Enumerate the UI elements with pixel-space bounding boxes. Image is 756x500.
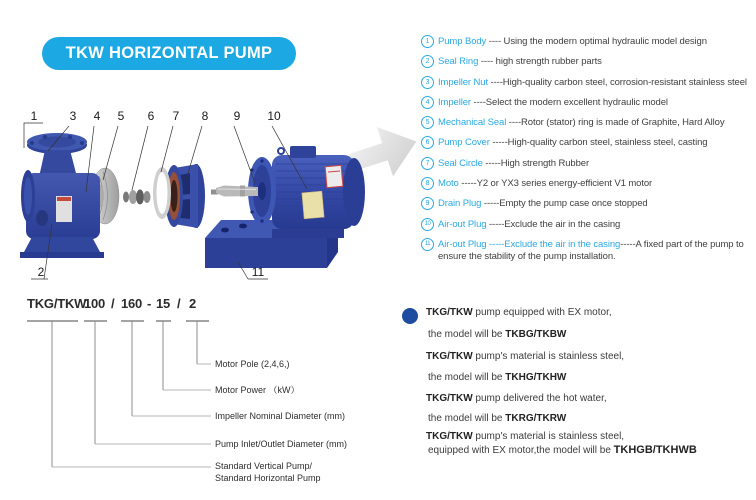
parts-list-item: 3 Impeller Nut ----High-quality carbon steel, corrosion-resistant stainless steel bbox=[421, 77, 755, 97]
pump-exploded-diagram bbox=[5, 88, 440, 300]
parts-list-item: 7 Seal Circle -----High strength Rubber bbox=[421, 158, 755, 178]
variant-line: the model will be TKBG/TKBW bbox=[428, 329, 567, 340]
callout-9: 9 bbox=[233, 109, 241, 123]
code-segment-inlet: 100 bbox=[84, 296, 106, 311]
callout-3: 3 bbox=[69, 109, 77, 123]
code-separator: - bbox=[147, 296, 152, 311]
page-title: TKW HORIZONTAL PUMP bbox=[65, 44, 273, 62]
circled-number: 3 bbox=[421, 76, 434, 89]
motor-shaft bbox=[211, 186, 258, 197]
parts-list bbox=[421, 36, 755, 263]
code-separator: / bbox=[177, 296, 181, 311]
label-standard-pump: Standard Vertical Pump/ Standard Horizontal Pump bbox=[215, 461, 321, 483]
circled-number: 7 bbox=[421, 157, 434, 170]
mechanical-seal-parts bbox=[123, 190, 151, 205]
circled-number: 1 bbox=[421, 35, 434, 48]
label-motor-pole: Motor Pole (2,4,6,) bbox=[215, 359, 290, 369]
label-motor-power: Motor Power （kW） bbox=[215, 385, 300, 395]
parts-list-item: 4 Impeller ----Select the modern excellent hydraulic model bbox=[421, 97, 755, 117]
callout-11: 11 bbox=[251, 265, 265, 279]
circled-number: 6 bbox=[421, 136, 434, 149]
parts-list-item: 2 Seal Ring ---- high strength rubber parts bbox=[421, 56, 755, 76]
code-segment-pole: 2 bbox=[189, 296, 197, 311]
callout-4: 4 bbox=[93, 109, 101, 123]
circled-number: 10 bbox=[421, 218, 434, 231]
bullet-dot-icon bbox=[402, 308, 418, 324]
code-segment-power: 15 bbox=[156, 296, 171, 311]
parts-list-item: 5 Mechanical Seal ----Rotor (stator) ring is made of Graphite, Hard Alloy bbox=[421, 117, 755, 137]
label-inlet-outlet: Pump Inlet/Outlet Diameter (mm) bbox=[215, 439, 348, 449]
variant-line: TKG/TKW pump equipped with EX motor, bbox=[426, 307, 612, 318]
variant-line: TKG/TKW pump delivered the hot water, bbox=[426, 393, 607, 404]
parts-list-item: 8 Moto -----Y2 or YX3 series energy-efficient V1 motor bbox=[421, 178, 755, 198]
pump-body bbox=[20, 133, 104, 258]
variant-line: the model will be TKHG/TKHW bbox=[428, 372, 567, 383]
code-segment-series: TKG/TKW bbox=[27, 296, 87, 311]
callout-6: 6 bbox=[147, 109, 155, 123]
title-banner bbox=[42, 37, 296, 70]
callout-7: 7 bbox=[172, 109, 180, 123]
pump-cover bbox=[165, 164, 205, 228]
seal-circle-oring bbox=[153, 167, 171, 219]
parts-list-item: 1 Pump Body ---- Using the modern optimal hydraulic model design bbox=[421, 36, 755, 56]
variant-line: equipped with EX motor,the model will be TKHGB/TKHWB bbox=[428, 444, 697, 456]
callout-10: 10 bbox=[267, 109, 281, 123]
variant-line: TKG/TKW pump's material is stainless steel, bbox=[426, 351, 625, 362]
callout-8: 8 bbox=[201, 109, 209, 123]
code-segment-impeller: 160 bbox=[121, 296, 143, 311]
callout-5: 5 bbox=[117, 109, 125, 123]
code-separator: / bbox=[111, 296, 115, 311]
variant-line: the model will be TKRG/TKRW bbox=[428, 413, 567, 424]
callout-2: 2 bbox=[37, 265, 45, 279]
circled-number: 11 bbox=[421, 238, 434, 251]
parts-list-item: 10 Air-out Plug -----Exclude the air in the casing bbox=[421, 219, 755, 239]
circled-number: 9 bbox=[421, 197, 434, 210]
circled-number: 8 bbox=[421, 177, 434, 190]
variant-line: TKG/TKW pump's material is stainless steel, bbox=[426, 431, 625, 442]
parts-list-item: 6 Pump Cover -----High-quality carbon steel, stainless steel, casting bbox=[421, 137, 755, 157]
label-impeller-diameter: Impeller Nominal Diameter (mm) bbox=[215, 411, 346, 421]
circled-number: 5 bbox=[421, 116, 434, 129]
parts-list-item: 9 Drain Plug -----Empty the pump case once stopped bbox=[421, 198, 755, 218]
parts-list-item: 11 Air-out Plug -----Exclude the air in the casing-----A fixed part of the pump to ensure the stability of the pump installation. bbox=[421, 239, 756, 263]
circled-number: 2 bbox=[421, 55, 434, 68]
circled-number: 4 bbox=[421, 96, 434, 109]
callout-1: 1 bbox=[30, 109, 38, 123]
